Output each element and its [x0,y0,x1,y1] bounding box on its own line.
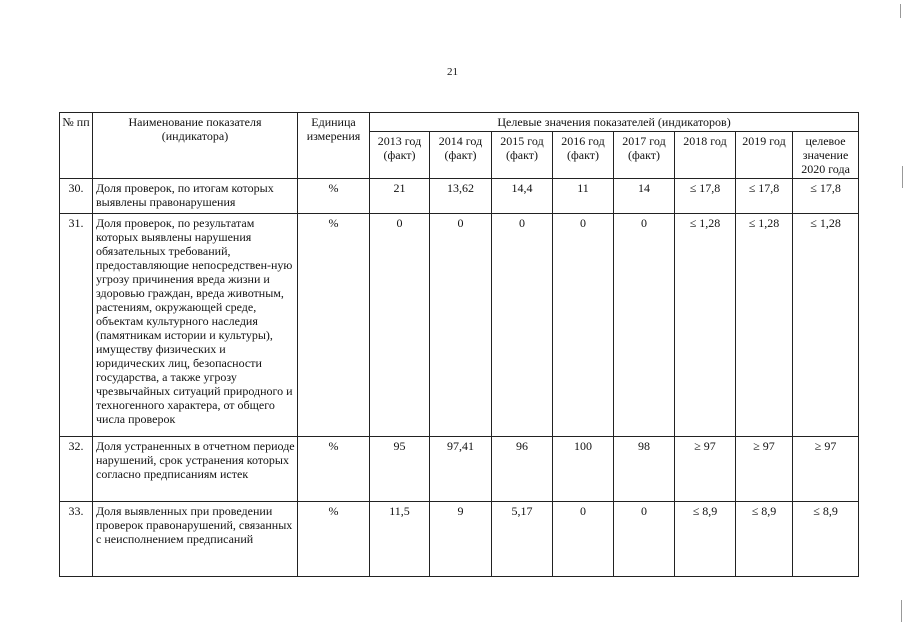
cell-2015: 14,4 [492,179,553,214]
header-year-2015: 2015 год (факт) [492,132,553,179]
cell-2020: ≤ 17,8 [793,179,859,214]
header-target-2020: целевое значение 2020 года [793,132,859,179]
row-num: 32. [60,437,93,502]
row-num: 33. [60,502,93,577]
cell-2015: 96 [492,437,553,502]
row-indicator-name: Доля выявленных при проведении проверок правонарушений, связанных с неисполнением предписаний [93,502,298,577]
table-row [60,214,859,437]
header-year-2013: 2013 год (факт) [370,132,430,179]
header-target-values: Целевые значения показателей (индикаторов) [370,113,859,132]
row-num: 31. [60,214,93,437]
table-row [60,437,859,502]
cell-2019: ≤ 1,28 [736,214,793,437]
cell-2016: 100 [553,437,614,502]
cell-2017: 14 [614,179,675,214]
header-year-2017: 2017 год (факт) [614,132,675,179]
header-unit: Единица измерения [298,113,370,179]
cell-2013: 11,5 [370,502,430,577]
table-row [60,502,859,577]
cell-2013: 0 [370,214,430,437]
cell-2016: 0 [553,502,614,577]
row-unit: % [298,437,370,502]
header-year-2014: 2014 год (факт) [430,132,492,179]
header-year-2016: 2016 год (факт) [553,132,614,179]
cell-2016: 11 [553,179,614,214]
cell-2014: 13,62 [430,179,492,214]
cell-2014: 0 [430,214,492,437]
scan-edge-mark-bottom [901,600,902,622]
cell-2015: 0 [492,214,553,437]
cell-2019: ≤ 17,8 [736,179,793,214]
table-row [60,179,859,214]
row-indicator-name: Доля устраненных в отчетном периоде нарушений, срок устранения которых согласно предписаниям истек [93,437,298,502]
header-year-2019: 2019 год [736,132,793,179]
row-num: 30. [60,179,93,214]
cell-2013: 95 [370,437,430,502]
row-unit: % [298,214,370,437]
cell-2020: ≤ 8,9 [793,502,859,577]
cell-2020: ≥ 97 [793,437,859,502]
cell-2014: 97,41 [430,437,492,502]
header-indicator-name: Наименование показателя (индикатора) [93,113,298,179]
scan-edge-mark-middle [902,166,903,188]
cell-2015: 5,17 [492,502,553,577]
cell-2013: 21 [370,179,430,214]
cell-2014: 9 [430,502,492,577]
cell-2019: ≤ 8,9 [736,502,793,577]
header-num: № пп [60,113,93,179]
row-unit: % [298,502,370,577]
page-number: 21 [447,66,458,78]
indicators-table [59,112,859,577]
header-year-2018: 2018 год [675,132,736,179]
cell-2018: ≤ 8,9 [675,502,736,577]
cell-2018: ≤ 17,8 [675,179,736,214]
cell-2017: 0 [614,214,675,437]
cell-2017: 98 [614,437,675,502]
header-row-1 [60,113,859,132]
row-indicator-name: Доля проверок, по результатам которых выявлены нарушения обязательных требований, предоставляющие непосредствен-ную угрозу причинения вреда жизни и здоровью граждан, вреда животным, растениям, окружающей среде, объектам культурного наследия (памятникам истории и культуры), имуществу физических и юридических лиц, безопасности государства, а также угрозу чрезвычайных ситуаций природного и техногенного характера, от общего числа проверок [93,214,298,437]
scan-edge-mark-top [900,4,901,18]
cell-2018: ≤ 1,28 [675,214,736,437]
cell-2016: 0 [553,214,614,437]
row-unit: % [298,179,370,214]
cell-2019: ≥ 97 [736,437,793,502]
cell-2020: ≤ 1,28 [793,214,859,437]
cell-2018: ≥ 97 [675,437,736,502]
cell-2017: 0 [614,502,675,577]
row-indicator-name: Доля проверок, по итогам которых выявлены правонарушения [93,179,298,214]
